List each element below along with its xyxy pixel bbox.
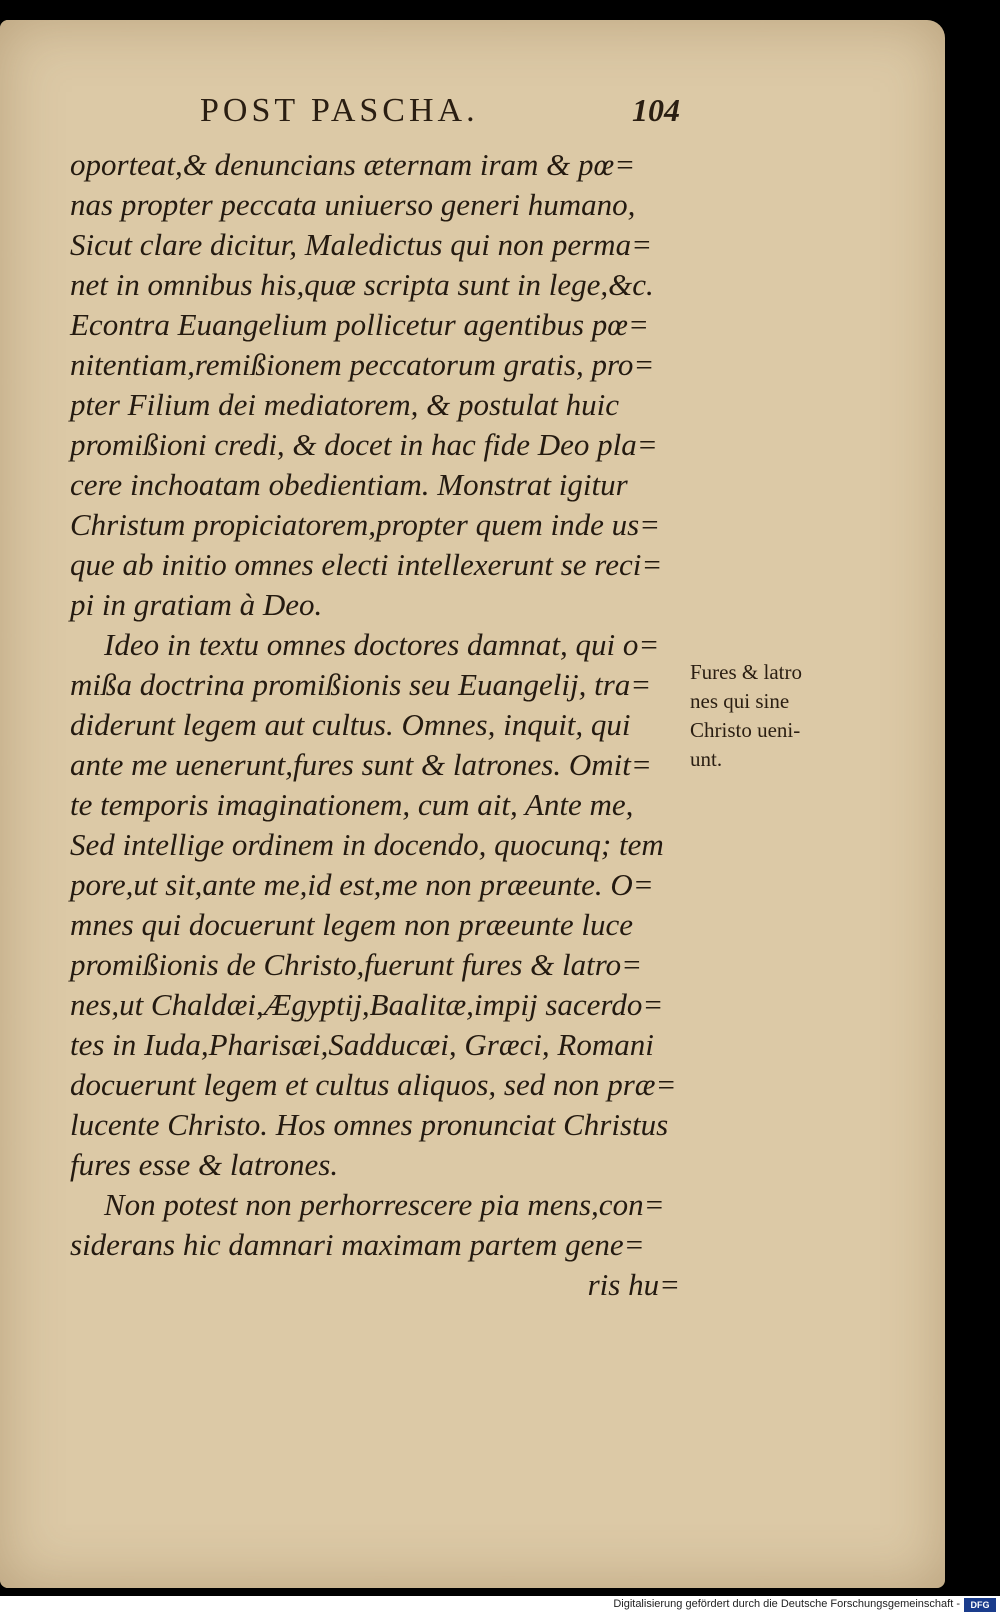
marginal-note-line: nes qui sine — [690, 689, 790, 713]
text-line: siderans hic damnari maximam partem gene= — [70, 1227, 645, 1262]
text-line: docuerunt legem et cultus aliquos, sed non præ= — [70, 1067, 677, 1102]
text-line: lucente Christo. Hos omnes pronunciat Christus — [70, 1107, 669, 1142]
dfg-logo-icon: DFG — [964, 1598, 996, 1612]
text-line: Christum propiciatorem,propter quem inde us= — [70, 507, 661, 542]
text-line: nitentiam,remißionem peccatorum gratis, pro= — [70, 347, 655, 382]
text-line: Ideo in textu omnes doctores damnat, qui o= — [104, 627, 660, 662]
text-line: oporteat,& denuncians æternam iram & pœ= — [70, 147, 636, 182]
text-line: pore,ut sit,ante me,id est,me non præeunte. O= — [70, 867, 654, 902]
text-line: te temporis imaginationem, cum ait, Ante me, — [70, 787, 634, 822]
marginal-note-line: Christo ueni- — [690, 718, 801, 742]
marginal-note — [690, 658, 850, 774]
text-line: ante me uenerunt,fures sunt & latrones. Omit= — [70, 747, 652, 782]
text-line: Non potest non perhorrescere pia mens,con= — [104, 1187, 665, 1222]
footer-credit: Digitalisierung gefördert durch die Deutsche Forschungsgemeinschaft - — [613, 1598, 960, 1610]
marginal-note-line: unt. — [690, 747, 723, 771]
text-line: pi in gratiam à Deo. — [70, 587, 323, 622]
footer-bar — [0, 1596, 1000, 1615]
main-text-block — [70, 145, 690, 1305]
text-line: Sed intellige ordinem in docendo, quocunq; tem — [70, 827, 664, 862]
text-line: que ab initio omnes electi intellexerunt se reci= — [70, 547, 663, 582]
text-line: mißa doctrina promißionis seu Euangelij, tra= — [70, 667, 652, 702]
running-head-title: POST PASCHA. — [200, 92, 479, 129]
marginal-note-line: Fures & latro — [690, 660, 802, 684]
text-line: cere inchoatam obedientiam. Monstrat igitur — [70, 467, 628, 502]
text-line: fures esse & latrones. — [70, 1147, 339, 1182]
text-line: mnes qui docuerunt legem non præeunte luce — [70, 907, 634, 942]
text-line: Econtra Euangelium pollicetur agentibus pœ= — [70, 307, 649, 342]
text-line: ris hu= — [587, 1267, 680, 1302]
page-number: 104 — [632, 92, 680, 128]
text-line: nes,ut Chaldæi,Ægyptij,Baalitæ,impij sacerdo= — [70, 987, 664, 1022]
text-line: nas propter peccata uniuerso generi humano, — [70, 187, 636, 222]
text-line: Sicut clare dicitur, Maledictus qui non perma= — [70, 227, 652, 262]
text-line: pter Filium dei mediatorem, & postulat huic — [70, 387, 620, 422]
text-line: tes in Iuda,Pharisæi,Sadducæi, Græci, Romani — [70, 1027, 654, 1062]
text-line: net in omnibus his,quæ scripta sunt in lege,&c. — [70, 267, 654, 302]
text-line: diderunt legem aut cultus. Omnes, inquit, qui — [70, 707, 631, 742]
text-line: promißionis de Christo,fuerunt fures & latro= — [70, 947, 643, 982]
running-head — [200, 92, 680, 138]
text-line: promißioni credi, & docet in hac fide Deo pla= — [70, 427, 658, 462]
